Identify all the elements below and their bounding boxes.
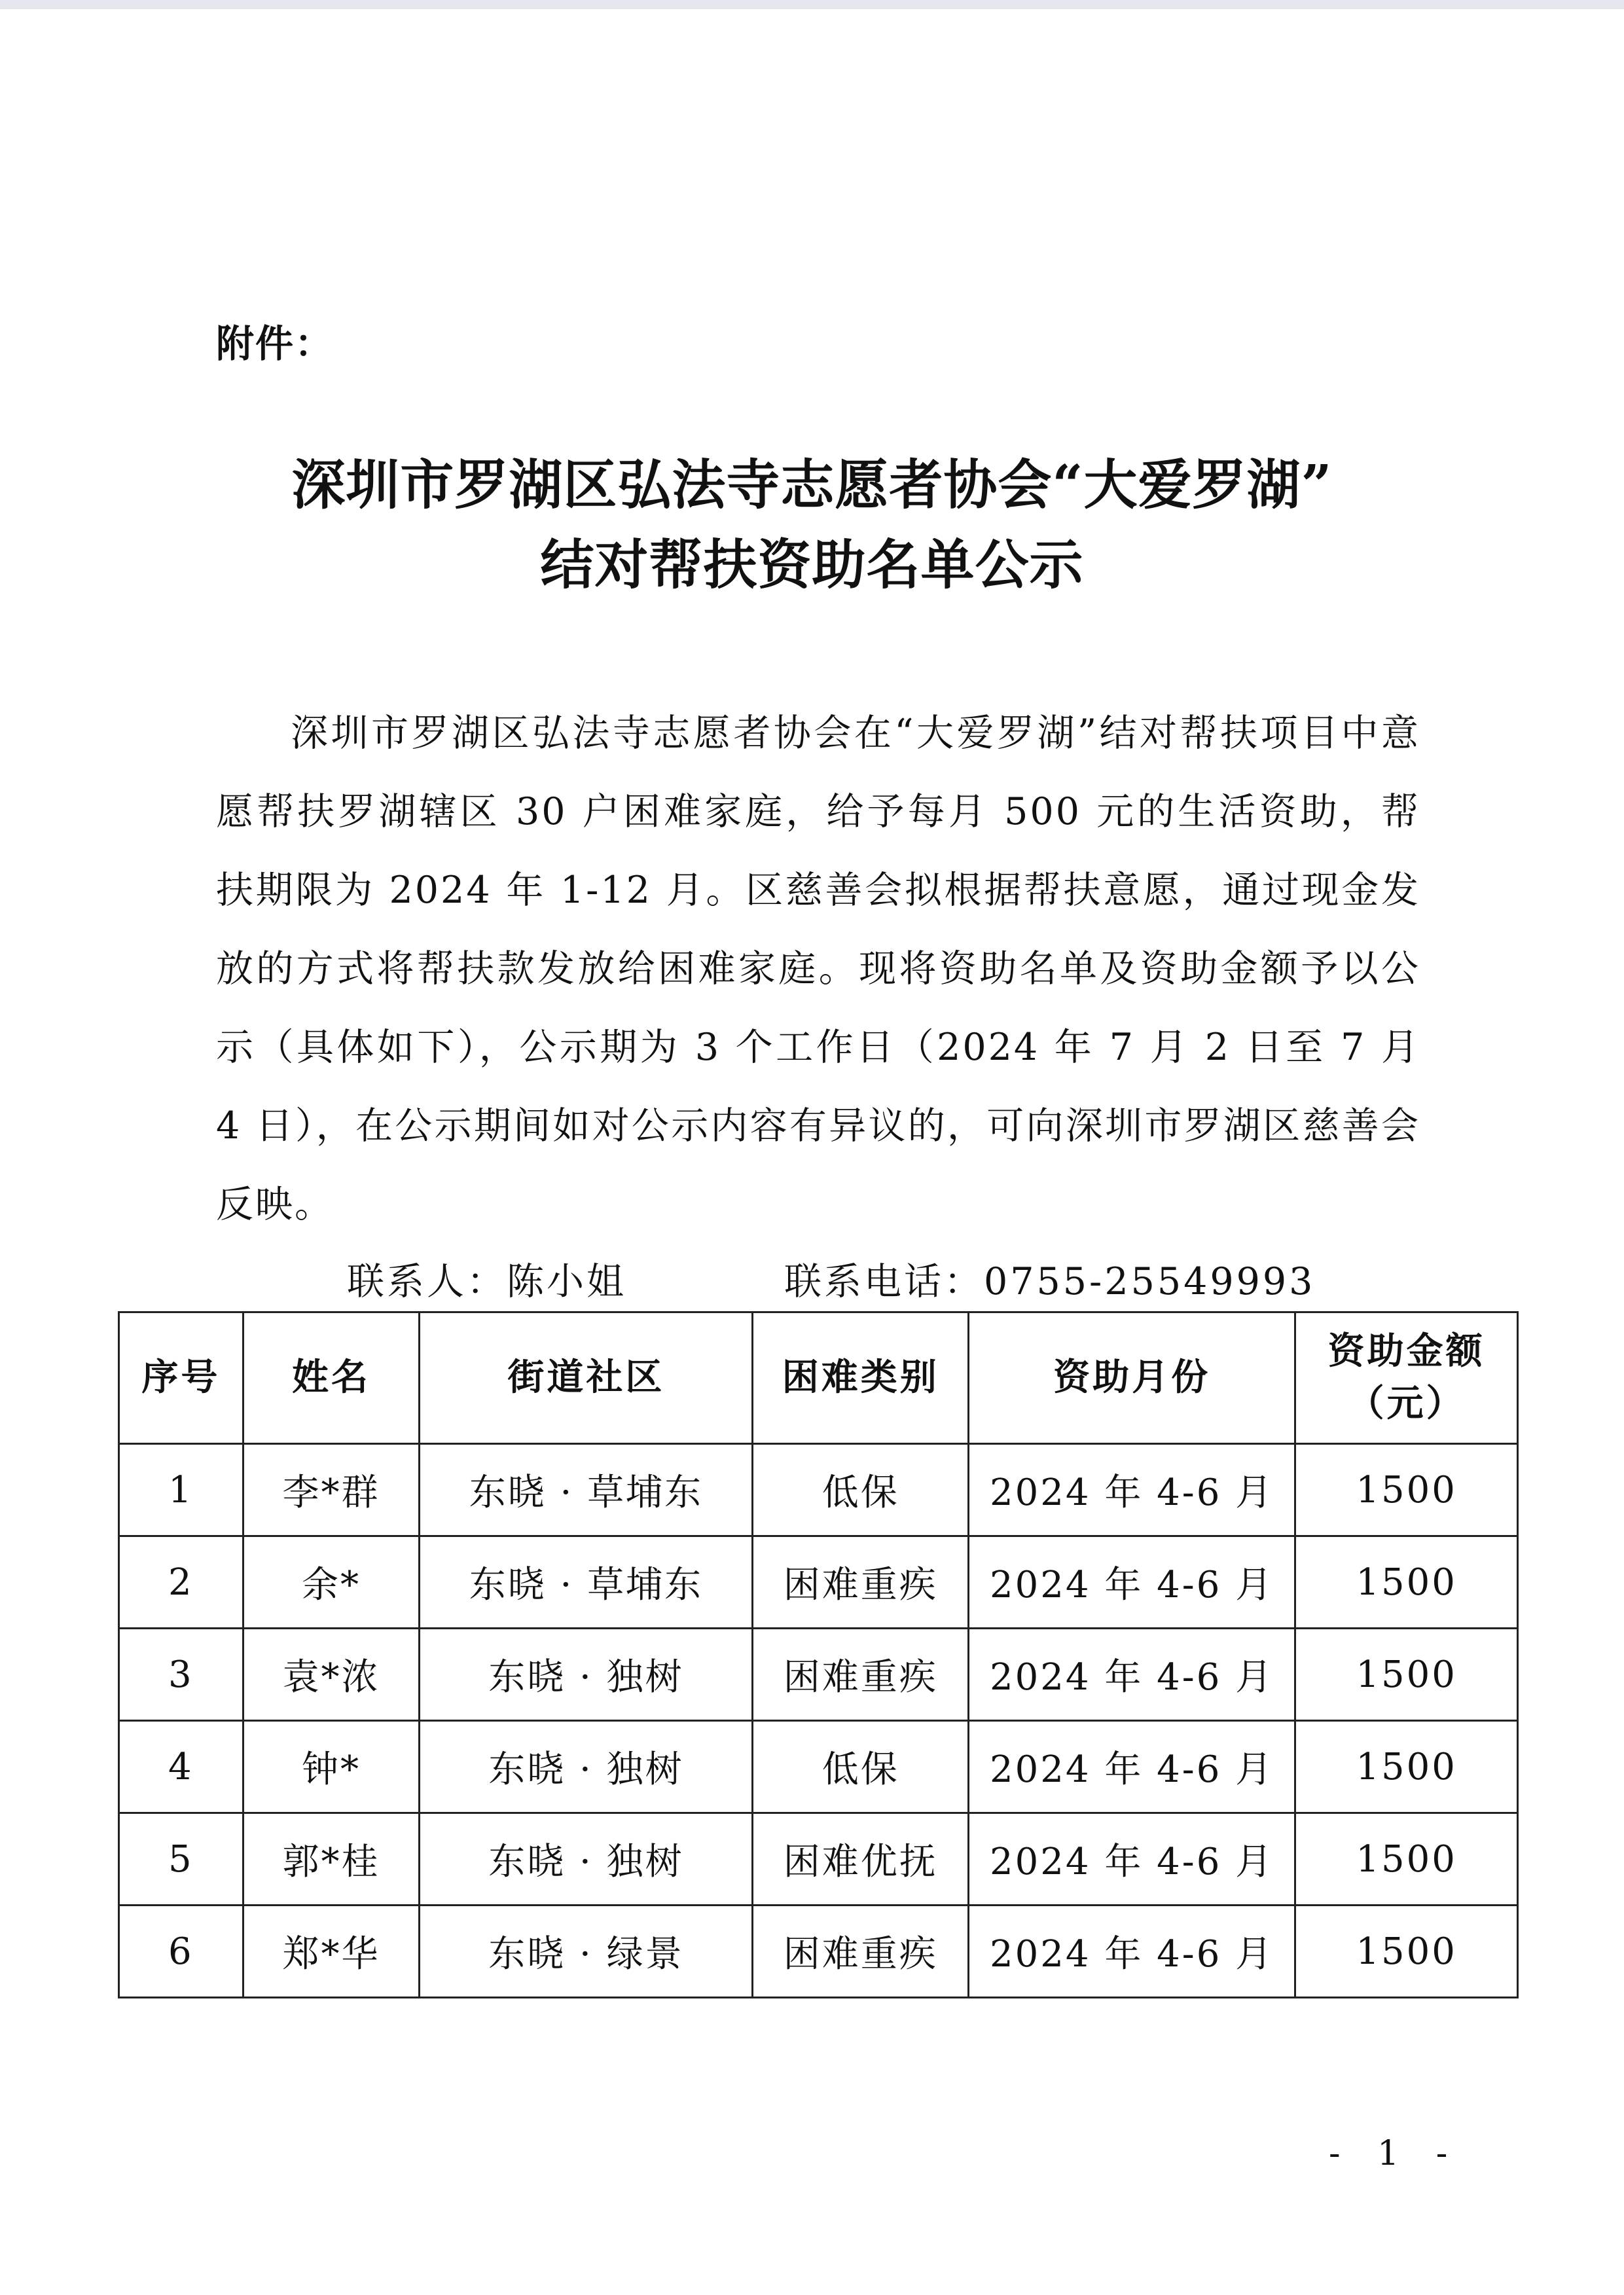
cell-month: 2024 年 4-6 月	[968, 1906, 1295, 1998]
header-name: 姓名	[243, 1312, 420, 1444]
cell-community: 东晓 · 草埔东	[420, 1444, 753, 1536]
header-amount-line1: 资助金额	[1327, 1330, 1485, 1373]
header-month: 资助月份	[968, 1312, 1295, 1444]
cell-category: 低保	[753, 1721, 968, 1813]
header-no: 序号	[119, 1312, 244, 1444]
cell-name: 郭*桂	[243, 1813, 420, 1906]
table-header-row	[119, 1312, 1518, 1444]
header-amount-line2: （元）	[1347, 1382, 1466, 1425]
announcement-paragraph: 深圳市罗湖区弘法寺志愿者协会在“大爱罗湖”结对帮扶项目中意愿帮扶罗湖辖区 30 户困难家庭，给予每月 500 元的生活资助，帮扶期限为 2024 年 1-12 月。区慈善会拟根据帮扶意愿，通过现金发放的方式将帮扶款发放给困难家庭。现将资助名单及资助金额予以公示（具体如下），公示期为 3 个工作日（2024 年 7 月 2 日至 7 月 4 日），在公示期间如对公示内容有异议的，可向深圳市罗湖区慈善会反映。	[216, 712, 1420, 1226]
cell-community: 东晓 · 独树	[420, 1813, 753, 1906]
table-row	[119, 1444, 1518, 1536]
cell-name: 李*群	[243, 1444, 420, 1536]
cell-no: 3	[119, 1629, 244, 1721]
cell-amount: 1500	[1295, 1536, 1518, 1629]
cell-name: 余*	[243, 1536, 420, 1629]
cell-name: 郑*华	[243, 1906, 420, 1998]
cell-amount: 1500	[1295, 1444, 1518, 1536]
attachment-label: 附件：	[216, 321, 334, 366]
table-row	[119, 1906, 1518, 1998]
contact-phone: 联系电话：0755-25549993	[784, 1260, 1316, 1303]
cell-month: 2024 年 4-6 月	[968, 1813, 1295, 1906]
cell-no: 1	[119, 1444, 244, 1536]
aid-recipient-table	[118, 1311, 1519, 1998]
table-row	[119, 1813, 1518, 1906]
cell-community: 东晓 · 独树	[420, 1721, 753, 1813]
cell-month: 2024 年 4-6 月	[968, 1444, 1295, 1536]
header-amount	[1295, 1312, 1518, 1444]
table-row	[119, 1629, 1518, 1721]
title-line-1: 深圳市罗湖区弘法寺志愿者协会“大爱罗湖”	[291, 454, 1333, 516]
cell-no: 5	[119, 1813, 244, 1906]
header-community: 街道社区	[420, 1312, 753, 1444]
cell-month: 2024 年 4-6 月	[968, 1721, 1295, 1813]
cell-category: 低保	[753, 1444, 968, 1536]
cell-no: 4	[119, 1721, 244, 1813]
cell-month: 2024 年 4-6 月	[968, 1536, 1295, 1629]
page-number: - 1 -	[1329, 2134, 1461, 2173]
cell-category: 困难优抚	[753, 1813, 968, 1906]
scan-top-edge	[0, 0, 1624, 9]
contact-person: 联系人：陈小姐	[347, 1260, 626, 1303]
document-title	[164, 445, 1460, 605]
cell-month: 2024 年 4-6 月	[968, 1629, 1295, 1721]
title-line-2: 结对帮扶资助名单公示	[540, 533, 1084, 596]
cell-category: 困难重疾	[753, 1906, 968, 1998]
cell-no: 6	[119, 1906, 244, 1998]
table-row	[119, 1536, 1518, 1629]
cell-no: 2	[119, 1536, 244, 1629]
cell-amount: 1500	[1295, 1721, 1518, 1813]
cell-amount: 1500	[1295, 1906, 1518, 1998]
cell-category: 困难重疾	[753, 1536, 968, 1629]
cell-name: 袁*浓	[243, 1629, 420, 1721]
table-row	[119, 1721, 1518, 1813]
header-category: 困难类别	[753, 1312, 968, 1444]
cell-amount: 1500	[1295, 1813, 1518, 1906]
cell-name: 钟*	[243, 1721, 420, 1813]
cell-category: 困难重疾	[753, 1629, 968, 1721]
cell-community: 东晓 · 草埔东	[420, 1536, 753, 1629]
cell-amount: 1500	[1295, 1629, 1518, 1721]
cell-community: 东晓 · 独树	[420, 1629, 753, 1721]
cell-community: 东晓 · 绿景	[420, 1906, 753, 1998]
